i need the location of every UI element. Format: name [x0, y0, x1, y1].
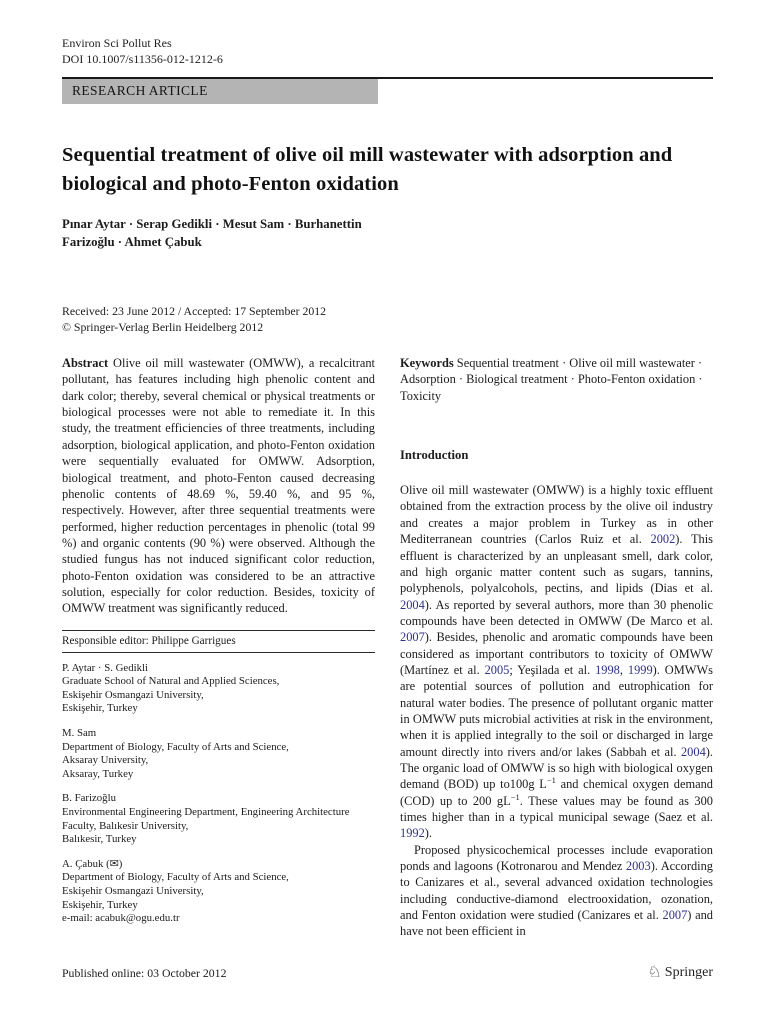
affiliation-block-farizoglu — [62, 792, 375, 846]
paper-title: Sequential treatment of olive oil mill wastewater with adsorption and biological and photo-Fenton oxidation — [62, 143, 673, 195]
two-column-body — [62, 355, 713, 981]
affiliations — [62, 662, 375, 937]
affiliation-block-aytar-gedikli — [62, 662, 375, 716]
dates-block — [62, 304, 713, 335]
affiliation-line: Department of Biology, Faculty of Arts and Science, — [62, 740, 289, 753]
authors-line: Pınar Aytar · Serap Gedikli · Mesut Sam · Burhanettin Farizoğlu · Ahmet Çabuk — [62, 216, 362, 250]
received-accepted-line: Received: 23 June 2012 / Accepted: 17 September 2012 — [62, 303, 327, 318]
citation-link[interactable]: 1999 — [627, 662, 653, 677]
journal-name: Environ Sci Pollut Res — [62, 36, 172, 50]
citation-link[interactable]: 2004 — [680, 744, 706, 759]
publisher-logo — [647, 957, 713, 981]
citation-link[interactable]: 2007 — [400, 630, 425, 645]
springer-knight-icon: ♘ — [647, 964, 662, 982]
citation-link[interactable]: 2007 — [662, 908, 688, 923]
citation-link[interactable]: 1998 — [595, 662, 620, 677]
citation-link[interactable]: 2002 — [650, 532, 676, 547]
affiliation-line: Environmental Engineering Department, Engineering Architecture — [62, 805, 350, 818]
email-line: e-mail: acabuk@ogu.edu.tr — [62, 912, 180, 925]
affiliation-line: Balıkesir, Turkey — [62, 833, 137, 846]
affiliation-line: Faculty, Balıkesir University, — [62, 819, 189, 832]
intro-paragraph-1: Olive oil mill wastewater (OMWW) is a highly toxic effluent obtained from the extraction process by the olive oil industry and creates a major problem in Turkey as in other Mediterranean countries (Carlos Ruiz et al. 2002). This effluent is characterized by an unpleasant smell, dark color, and high organic matter content such as sugars, tannins, polyphenols, polyalcohols, pectins, and lipids (Dias et al. 2004). As reported by several authors, more than 30 phenolic compounds have been detected in OMWW (De Marco et al. 2007). Besides, phenolic and aromatic compounds have been considered as important contributors to toxicity of OMWW (Martínez et al. 2005; Yeşilada et al. 1998, 1999). OMWWs are potential sources of pollution and eutrophication for natural water bodies. The presence of pollutant organic matter in OMWW puts microbial activities at risk in the environment, when it is applied integrally to the soil or discharged in large amount directly into rivers and/or lakes (Sabbah et al. 2004). The organic load of OMWW is so high with biological oxygen demand (BOD) up to100g $L^{-1}$ and chemical oxygen demand (COD) up to 200 $gL^{-1}$. These values may be found as 300 times higher than in a typical municipal sewage (Saez et al. 1992). — [400, 483, 713, 841]
publisher-name: Springer — [664, 965, 713, 981]
doi-line: DOI 10.1007/s11356-012-1212-6 — [62, 51, 223, 66]
article-type-banner: RESEARCH ARTICLE — [62, 79, 378, 104]
affiliation-line: Aksaray University, — [62, 754, 149, 767]
right-column — [400, 355, 713, 981]
citation-link[interactable]: 2005 — [484, 662, 510, 677]
abstract-paragraph: Abstract Olive oil mill wastewater (OMWW), a recalcitrant pollutant, has features including high phenolic content and dark color; thereby, several chemical or physical treatments or biological processes were not able to remediate it. In this study, the treatment efficiencies of three treatments, including adsorption, biological application, and photo-Fenton oxidation were sequentially evaluated for OMWW. Adsorption, biological treatment, and photo-Fenton caused decreasing phenolic contents of 48.69 %, 59.40 %, and 95 %, respectively. However, after three sequential treatments were performed, higher reduction percentages in phenolic (total 99 %) and organic contents (90 %) were observed. Although the studied fungus has not induced significant color reduction, photo-Fenton oxidation was considered to be an attractive solution, especially for color reduction. Besides, toxicity of OMWW treatment was significantly reduced. — [62, 356, 375, 616]
citation-link[interactable]: 2003 — [625, 859, 651, 874]
published-online-line: Published online: 03 October 2012 — [62, 966, 227, 981]
affiliation-authors: B. Farizoğlu — [62, 792, 116, 805]
citation-link[interactable]: 2004 — [400, 597, 425, 612]
affiliation-line: Eskişehir Osmangazi University, — [62, 884, 204, 897]
affiliation-line: Eskişehir, Turkey — [62, 898, 138, 911]
affiliation-line: Eskişehir Osmangazi University, — [62, 688, 204, 701]
citation-link[interactable]: 1992 — [400, 826, 425, 841]
responsible-editor-note: Responsible editor: Philippe Garrigues — [62, 630, 375, 653]
affiliation-line: Eskişehir, Turkey — [62, 702, 138, 715]
keywords-paragraph: Keywords Sequential treatment · Olive oil mill wastewater · Adsorption · Biological treatment · Photo-Fenton oxidation · Toxicity — [400, 356, 703, 403]
affiliation-block-cabuk — [62, 858, 375, 926]
affiliation-authors: P. Aytar · S. Gedikli — [62, 661, 148, 674]
left-column — [62, 355, 375, 981]
page-header — [62, 36, 713, 104]
affiliation-authors: M. Sam — [62, 726, 97, 739]
intro-paragraph-2: Proposed physicochemical processes include evaporation ponds and lagoons (Kotronarou and Mendez 2003). According to Canizares et al., several advanced oxidation technologies including conductive-diamond electrooxidation, ozonation, and Fenton oxidation were studied (Canizares et al. 2007) and have not been efficient in — [400, 842, 713, 939]
affiliation-block-sam — [62, 727, 375, 781]
section-heading-introduction: Introduction — [400, 448, 469, 463]
affiliation-authors-corresponding: A. Çabuk (✉) — [62, 857, 123, 870]
affiliation-line: Graduate School of Natural and Applied Sciences, — [62, 675, 280, 688]
affiliation-line: Department of Biology, Faculty of Arts and Science, — [62, 871, 289, 884]
affiliation-line: Aksaray, Turkey — [62, 767, 134, 780]
copyright-line: © Springer-Verlag Berlin Heidelberg 2012 — [62, 319, 264, 334]
